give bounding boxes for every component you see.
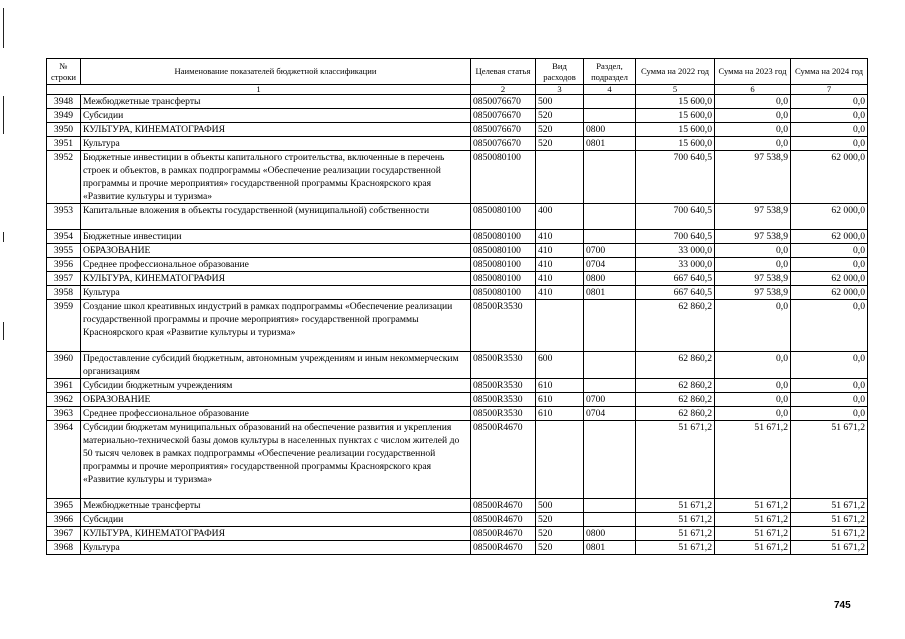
row-number-cell: 3961 bbox=[47, 379, 81, 393]
target-article-cell: 0850076670 bbox=[471, 95, 536, 109]
sum-2024-cell: 0,0 bbox=[791, 407, 868, 421]
sum-2024-cell: 0,0 bbox=[791, 109, 868, 123]
sum-2024-cell: 51 671,2 bbox=[791, 421, 868, 499]
sum-2023-cell: 97 538,9 bbox=[715, 151, 791, 204]
sum-2022-cell: 700 640,5 bbox=[636, 151, 715, 204]
table-row bbox=[47, 541, 868, 555]
sum-2022-cell: 62 860,2 bbox=[636, 407, 715, 421]
target-article-cell: 0850076670 bbox=[471, 137, 536, 151]
sum-2022-cell: 667 640,5 bbox=[636, 286, 715, 300]
section-cell: 0800 bbox=[584, 272, 636, 286]
section-cell bbox=[584, 379, 636, 393]
indicator-name-cell: Культура bbox=[81, 286, 471, 300]
sum-2022-cell: 51 671,2 bbox=[636, 541, 715, 555]
scan-edge-mark bbox=[3, 96, 4, 134]
sum-2024-cell: 0,0 bbox=[791, 244, 868, 258]
sum-2022-cell: 51 671,2 bbox=[636, 499, 715, 513]
row-number-cell: 3968 bbox=[47, 541, 81, 555]
section-cell: 0801 bbox=[584, 137, 636, 151]
table-row bbox=[47, 300, 868, 352]
target-article-cell: 0850080100 bbox=[471, 204, 536, 230]
table-row bbox=[47, 421, 868, 499]
sum-2022-cell: 33 000,0 bbox=[636, 244, 715, 258]
section-cell bbox=[584, 300, 636, 352]
column-number: 3 bbox=[536, 85, 584, 95]
expense-kind-cell: 610 bbox=[536, 407, 584, 421]
sum-2022-cell: 667 640,5 bbox=[636, 272, 715, 286]
section-cell bbox=[584, 352, 636, 379]
target-article-cell: 0850080100 bbox=[471, 151, 536, 204]
section-cell bbox=[584, 95, 636, 109]
section-cell: 0700 bbox=[584, 244, 636, 258]
section-cell: 0801 bbox=[584, 286, 636, 300]
sum-2024-cell: 62 000,0 bbox=[791, 151, 868, 204]
sum-2024-cell: 0,0 bbox=[791, 123, 868, 137]
indicator-name-cell: Культура bbox=[81, 541, 471, 555]
indicator-name-cell: Создание школ креативных индустрий в рамках подпрограммы «Обеспечение реализации государственной программы и прочие мероприятия» государственной программы Красноярского края «Развитие культуры и туризма» bbox=[81, 300, 471, 352]
header-sum-2023: Сумма на 2023 год bbox=[715, 59, 791, 85]
column-number: 6 bbox=[715, 85, 791, 95]
sum-2023-cell: 97 538,9 bbox=[715, 230, 791, 244]
sum-2023-cell: 0,0 bbox=[715, 352, 791, 379]
row-number-cell: 3963 bbox=[47, 407, 81, 421]
row-number-cell: 3967 bbox=[47, 527, 81, 541]
column-number: 1 bbox=[47, 85, 471, 95]
target-article-cell: 0850080100 bbox=[471, 244, 536, 258]
sum-2023-cell: 97 538,9 bbox=[715, 204, 791, 230]
sum-2023-cell: 0,0 bbox=[715, 300, 791, 352]
table-row bbox=[47, 204, 868, 230]
section-cell bbox=[584, 421, 636, 499]
row-number-cell: 3948 bbox=[47, 95, 81, 109]
section-cell: 0704 bbox=[584, 258, 636, 272]
sum-2022-cell: 15 600,0 bbox=[636, 137, 715, 151]
header-target-article: Целевая статья bbox=[471, 59, 536, 85]
target-article-cell: 08500R3530 bbox=[471, 393, 536, 407]
sum-2022-cell: 51 671,2 bbox=[636, 421, 715, 499]
column-number: 7 bbox=[791, 85, 868, 95]
indicator-name-cell: Предоставление субсидий бюджетным, автономным учреждениям и иным некоммерческим организациям bbox=[81, 352, 471, 379]
expense-kind-cell: 520 bbox=[536, 123, 584, 137]
header-name: Наименование показателей бюджетной классификации bbox=[81, 59, 471, 85]
row-number-cell: 3950 bbox=[47, 123, 81, 137]
target-article-cell: 0850080100 bbox=[471, 286, 536, 300]
indicator-name-cell: КУЛЬТУРА, КИНЕМАТОГРАФИЯ bbox=[81, 123, 471, 137]
table-row bbox=[47, 272, 868, 286]
indicator-name-cell: Среднее профессиональное образование bbox=[81, 407, 471, 421]
indicator-name-cell: Бюджетные инвестиции bbox=[81, 230, 471, 244]
expense-kind-cell: 500 bbox=[536, 95, 584, 109]
target-article-cell: 08500R4670 bbox=[471, 513, 536, 527]
table-row bbox=[47, 230, 868, 244]
expense-kind-cell: 610 bbox=[536, 379, 584, 393]
indicator-name-cell: Субсидии бюджетам муниципальных образований на обеспечение развития и укрепления материально-технической базы домов культуры в населенных пунктах с числом жителей до 50 тысяч человек в рамках подпрограммы «Обеспечение реализации государственной программы и прочие мероприятия» государственной программы Красноярского края «Развитие культуры и туризма» bbox=[81, 421, 471, 499]
target-article-cell: 08500R3530 bbox=[471, 352, 536, 379]
indicator-name-cell: Субсидии бюджетным учреждениям bbox=[81, 379, 471, 393]
sum-2023-cell: 51 671,2 bbox=[715, 499, 791, 513]
page-number: 745 bbox=[834, 600, 851, 611]
sum-2023-cell: 0,0 bbox=[715, 137, 791, 151]
sum-2022-cell: 700 640,5 bbox=[636, 230, 715, 244]
table-row bbox=[47, 137, 868, 151]
sum-2024-cell: 62 000,0 bbox=[791, 286, 868, 300]
expense-kind-cell: 410 bbox=[536, 244, 584, 258]
target-article-cell: 08500R3530 bbox=[471, 379, 536, 393]
sum-2024-cell: 0,0 bbox=[791, 300, 868, 352]
sum-2023-cell: 0,0 bbox=[715, 109, 791, 123]
table-row bbox=[47, 527, 868, 541]
sum-2023-cell: 0,0 bbox=[715, 244, 791, 258]
scan-edge-mark bbox=[3, 232, 4, 242]
target-article-cell: 0850080100 bbox=[471, 272, 536, 286]
row-number-cell: 3962 bbox=[47, 393, 81, 407]
target-article-cell: 0850076670 bbox=[471, 109, 536, 123]
target-article-cell: 08500R3530 bbox=[471, 300, 536, 352]
table-row bbox=[47, 151, 868, 204]
expense-kind-cell: 410 bbox=[536, 258, 584, 272]
section-cell bbox=[584, 151, 636, 204]
sum-2022-cell: 51 671,2 bbox=[636, 513, 715, 527]
section-cell: 0801 bbox=[584, 541, 636, 555]
sum-2022-cell: 62 860,2 bbox=[636, 379, 715, 393]
sum-2022-cell: 33 000,0 bbox=[636, 258, 715, 272]
column-number-row bbox=[47, 85, 868, 95]
scan-edge-mark bbox=[3, 322, 4, 340]
table-row bbox=[47, 244, 868, 258]
table-row bbox=[47, 407, 868, 421]
table-row bbox=[47, 379, 868, 393]
sum-2022-cell: 62 860,2 bbox=[636, 393, 715, 407]
indicator-name-cell: КУЛЬТУРА, КИНЕМАТОГРАФИЯ bbox=[81, 527, 471, 541]
header-expense-kind: Вид расходов bbox=[536, 59, 584, 85]
table-header-row bbox=[47, 59, 868, 85]
sum-2023-cell: 0,0 bbox=[715, 123, 791, 137]
sum-2024-cell: 51 671,2 bbox=[791, 499, 868, 513]
section-cell: 0800 bbox=[584, 527, 636, 541]
indicator-name-cell: Капитальные вложения в объекты государственной (муниципальной) собственности bbox=[81, 204, 471, 230]
target-article-cell: 0850080100 bbox=[471, 258, 536, 272]
sum-2022-cell: 62 860,2 bbox=[636, 352, 715, 379]
scan-edge-mark bbox=[3, 8, 4, 48]
expense-kind-cell: 520 bbox=[536, 513, 584, 527]
table-row bbox=[47, 95, 868, 109]
table-row bbox=[47, 352, 868, 379]
row-number-cell: 3949 bbox=[47, 109, 81, 123]
indicator-name-cell: Межбюджетные трансферты bbox=[81, 95, 471, 109]
sum-2024-cell: 62 000,0 bbox=[791, 204, 868, 230]
expense-kind-cell: 520 bbox=[536, 541, 584, 555]
indicator-name-cell: Субсидии bbox=[81, 109, 471, 123]
sum-2024-cell: 0,0 bbox=[791, 379, 868, 393]
indicator-name-cell: Среднее профессиональное образование bbox=[81, 258, 471, 272]
row-number-cell: 3965 bbox=[47, 499, 81, 513]
row-number-cell: 3953 bbox=[47, 204, 81, 230]
indicator-name-cell: ОБРАЗОВАНИЕ bbox=[81, 393, 471, 407]
expense-kind-cell: 400 bbox=[536, 204, 584, 230]
sum-2022-cell: 15 600,0 bbox=[636, 95, 715, 109]
sum-2024-cell: 0,0 bbox=[791, 352, 868, 379]
expense-kind-cell: 410 bbox=[536, 272, 584, 286]
sum-2022-cell: 15 600,0 bbox=[636, 123, 715, 137]
row-number-cell: 3960 bbox=[47, 352, 81, 379]
column-number: 4 bbox=[584, 85, 636, 95]
indicator-name-cell: ОБРАЗОВАНИЕ bbox=[81, 244, 471, 258]
expense-kind-cell: 610 bbox=[536, 393, 584, 407]
section-cell bbox=[584, 513, 636, 527]
sum-2023-cell: 51 671,2 bbox=[715, 513, 791, 527]
sum-2022-cell: 51 671,2 bbox=[636, 527, 715, 541]
sum-2024-cell: 0,0 bbox=[791, 95, 868, 109]
sum-2024-cell: 0,0 bbox=[791, 258, 868, 272]
row-number-cell: 3958 bbox=[47, 286, 81, 300]
table-row bbox=[47, 123, 868, 137]
table-row bbox=[47, 499, 868, 513]
sum-2024-cell: 0,0 bbox=[791, 137, 868, 151]
sum-2023-cell: 97 538,9 bbox=[715, 286, 791, 300]
table-row bbox=[47, 286, 868, 300]
target-article-cell: 08500R4670 bbox=[471, 421, 536, 499]
indicator-name-cell: Бюджетные инвестиции в объекты капитального строительства, включенные в перечень строек и объектов, в рамках подпрограммы «Обеспечение реализации государственной программы и прочие мероприятия» государственной программы Красноярского края «Развитие культуры и туризма» bbox=[81, 151, 471, 204]
row-number-cell: 3956 bbox=[47, 258, 81, 272]
sum-2024-cell: 62 000,0 bbox=[791, 230, 868, 244]
row-number-cell: 3957 bbox=[47, 272, 81, 286]
section-cell bbox=[584, 204, 636, 230]
row-number-cell: 3954 bbox=[47, 230, 81, 244]
sum-2023-cell: 51 671,2 bbox=[715, 541, 791, 555]
indicator-name-cell: Субсидии bbox=[81, 513, 471, 527]
column-number: 5 bbox=[636, 85, 715, 95]
row-number-cell: 3951 bbox=[47, 137, 81, 151]
sum-2024-cell: 0,0 bbox=[791, 393, 868, 407]
row-number-cell: 3952 bbox=[47, 151, 81, 204]
table-row bbox=[47, 513, 868, 527]
row-number-cell: 3959 bbox=[47, 300, 81, 352]
target-article-cell: 08500R3530 bbox=[471, 407, 536, 421]
sum-2024-cell: 62 000,0 bbox=[791, 272, 868, 286]
column-number: 2 bbox=[471, 85, 536, 95]
budget-table bbox=[46, 58, 868, 555]
sum-2024-cell: 51 671,2 bbox=[791, 541, 868, 555]
sum-2023-cell: 0,0 bbox=[715, 95, 791, 109]
expense-kind-cell: 520 bbox=[536, 527, 584, 541]
sum-2024-cell: 51 671,2 bbox=[791, 513, 868, 527]
row-number-cell: 3955 bbox=[47, 244, 81, 258]
target-article-cell: 08500R4670 bbox=[471, 499, 536, 513]
section-cell: 0800 bbox=[584, 123, 636, 137]
table-row bbox=[47, 109, 868, 123]
section-cell: 0704 bbox=[584, 407, 636, 421]
expense-kind-cell: 410 bbox=[536, 286, 584, 300]
sum-2022-cell: 62 860,2 bbox=[636, 300, 715, 352]
row-number-cell: 3964 bbox=[47, 421, 81, 499]
indicator-name-cell: Культура bbox=[81, 137, 471, 151]
expense-kind-cell: 520 bbox=[536, 137, 584, 151]
row-number-cell: 3966 bbox=[47, 513, 81, 527]
section-cell bbox=[584, 499, 636, 513]
expense-kind-cell: 500 bbox=[536, 499, 584, 513]
sum-2023-cell: 0,0 bbox=[715, 407, 791, 421]
expense-kind-cell: 410 bbox=[536, 230, 584, 244]
section-cell bbox=[584, 109, 636, 123]
header-sum-2022: Сумма на 2022 год bbox=[636, 59, 715, 85]
expense-kind-cell bbox=[536, 151, 584, 204]
sum-2023-cell: 97 538,9 bbox=[715, 272, 791, 286]
expense-kind-cell bbox=[536, 300, 584, 352]
target-article-cell: 08500R4670 bbox=[471, 541, 536, 555]
target-article-cell: 08500R4670 bbox=[471, 527, 536, 541]
sum-2023-cell: 0,0 bbox=[715, 379, 791, 393]
header-section: Раздел, подраздел bbox=[584, 59, 636, 85]
table-row bbox=[47, 258, 868, 272]
sum-2022-cell: 15 600,0 bbox=[636, 109, 715, 123]
sum-2023-cell: 0,0 bbox=[715, 393, 791, 407]
sum-2023-cell: 51 671,2 bbox=[715, 421, 791, 499]
sum-2023-cell: 51 671,2 bbox=[715, 527, 791, 541]
expense-kind-cell: 600 bbox=[536, 352, 584, 379]
section-cell bbox=[584, 230, 636, 244]
target-article-cell: 0850080100 bbox=[471, 230, 536, 244]
indicator-name-cell: КУЛЬТУРА, КИНЕМАТОГРАФИЯ bbox=[81, 272, 471, 286]
header-sum-2024: Сумма на 2024 год bbox=[791, 59, 868, 85]
sum-2024-cell: 51 671,2 bbox=[791, 527, 868, 541]
sum-2022-cell: 700 640,5 bbox=[636, 204, 715, 230]
indicator-name-cell: Межбюджетные трансферты bbox=[81, 499, 471, 513]
section-cell: 0700 bbox=[584, 393, 636, 407]
expense-kind-cell bbox=[536, 421, 584, 499]
expense-kind-cell: 520 bbox=[536, 109, 584, 123]
sum-2023-cell: 0,0 bbox=[715, 258, 791, 272]
target-article-cell: 0850076670 bbox=[471, 123, 536, 137]
table-row bbox=[47, 393, 868, 407]
header-row-number: № строки bbox=[47, 59, 81, 85]
